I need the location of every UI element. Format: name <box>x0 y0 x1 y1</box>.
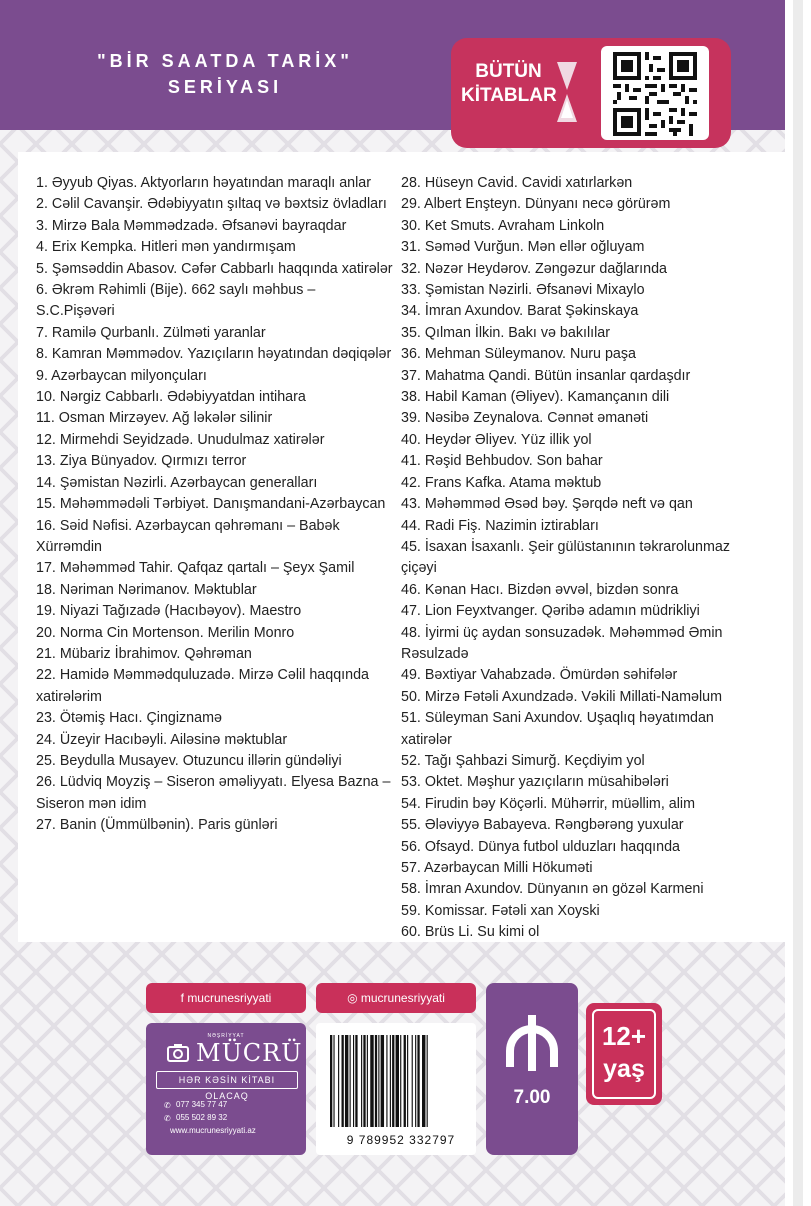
barcode-bar <box>370 1035 373 1127</box>
back-cover-footer <box>130 975 700 1175</box>
book-list-item: 55. Ələviyyə Babayeva. Rəngbərəng yuxular <box>401 817 684 834</box>
book-list-item: 28. Hüseyn Cavid. Cavidi xatırlarkən <box>401 175 633 191</box>
publisher-name: MÜCRÜ <box>196 1039 303 1067</box>
book-list-item: 25. Beydulla Musayev. Otuzuncu illərin gündəliyi <box>36 752 342 769</box>
book-list-item: 40. Heydər Əliyev. Yüz illik yol <box>401 431 592 448</box>
barcode-bar <box>367 1035 368 1127</box>
barcode-bar <box>396 1035 399 1127</box>
book-list-item: 7. Ramilə Qurbanlı. Zülməti yaranlar <box>36 324 266 341</box>
book-list-item: 60. Brüs Li. Su kimi ol <box>401 924 540 941</box>
publisher-website-text: www.mucrunesriyyati.az <box>170 1126 256 1135</box>
age-rating-value: 12+ <box>601 1021 647 1051</box>
all-books-label-line1: BÜTÜN <box>475 61 542 82</box>
book-list-item: 37. Mahatma Qandi. Bütün insanlar qardaşdır <box>401 367 691 384</box>
barcode-bar <box>404 1035 406 1127</box>
publisher-small-label: NƏŞRİYYAT <box>207 1033 245 1039</box>
book-list-item: 44. Radi Fiş. Nazimin iztirabları <box>401 517 599 534</box>
book-list-item: 56. Ofsayd. Dünya futbol ulduzları haqqında <box>401 838 680 855</box>
barcode-bar <box>400 1035 401 1127</box>
spine-strip <box>785 0 811 1206</box>
book-list-item: 53. Oktet. Məşhur yazıçıların müsahibələri <box>401 774 669 791</box>
barcode-bar <box>345 1035 348 1127</box>
book-list-item: 57. Azərbaycan Milli Hökuməti <box>401 860 593 876</box>
book-list-item: 38. Habil Kaman (Əliyev). Kamançanın dili <box>401 389 670 406</box>
series-title-line1: "BİR SAATDA TARİX" <box>97 51 353 71</box>
qr-code-icon <box>613 52 697 136</box>
book-list-item: 31. Səməd Vurğun. Mən ellər oğluyam <box>401 239 645 256</box>
instagram-icon: ◎ <box>347 991 361 1005</box>
publisher-phone-2-text: 055 502 89 32 <box>176 1113 228 1122</box>
price-card <box>486 983 578 1155</box>
manat-icon <box>504 1011 560 1075</box>
barcode-bar <box>361 1035 362 1127</box>
book-list-item: 26. Lüdviq Moyziş – Siseron əməliyyatı. Elyesa Bazna – Siseron mən idim <box>36 774 391 812</box>
book-list-item: 3. Mirzə Bala Məmmədzadə. Əfsanəvi bayraqdar <box>36 217 347 234</box>
publisher-phone-2 <box>164 1112 228 1123</box>
barcode-bar <box>333 1035 334 1127</box>
book-list-item: 36. Mehman Süleymanov. Nuru paşa <box>401 346 636 363</box>
book-list-left <box>36 173 396 837</box>
book-list-item: 18. Nəriman Nərimanov. Məktublar <box>36 581 257 598</box>
barcode-bar <box>412 1035 413 1127</box>
hourglass-icon <box>555 60 579 124</box>
book-list-item: 10. Nərgiz Cabbarlı. Ədəbiyyatdan intihara <box>36 389 306 406</box>
age-rating-badge <box>586 1003 662 1105</box>
book-list-item: 33. Şəmistan Nəzirli. Əfsanəvi Mixaylo <box>401 282 645 299</box>
barcode-bar <box>422 1035 425 1127</box>
book-list-item: 1. Əyyub Qiyas. Aktyorların həyatından maraqlı anlar <box>36 175 371 191</box>
barcode-bar <box>386 1035 387 1127</box>
series-title <box>60 48 390 100</box>
book-list-item: 13. Ziya Bünyadov. Qırmızı terror <box>36 453 247 470</box>
book-list-item: 52. Tağı Şahbazi Simurğ. Keçdiyim yol <box>401 752 645 769</box>
barcode-bar <box>375 1035 377 1127</box>
book-list-item: 59. Komissar. Fətəli xan Xoyski <box>401 902 600 919</box>
instagram-link[interactable] <box>316 983 476 1013</box>
barcode-bar <box>407 1035 408 1127</box>
book-list-item: 5. Şəmsəddin Abasov. Cəfər Cabbarlı haqqında xatirələr <box>36 260 393 277</box>
barcode-bar <box>350 1035 351 1127</box>
barcode-bar <box>363 1035 365 1127</box>
publisher-website[interactable] <box>170 1125 256 1136</box>
price-value: 7.00 <box>513 1087 551 1108</box>
barcode-bar <box>355 1035 357 1127</box>
book-list-item: 14. Şəmistan Nəzirli. Azərbaycan generalları <box>36 474 318 491</box>
book-list-item: 46. Kənan Hacı. Bizdən əvvəl, bizdən sonra <box>401 581 679 598</box>
book-list-item: 16. Səid Nəfisi. Azərbaycan qəhrəmanı – Babək Xürrəmdin <box>36 517 340 555</box>
barcode-bar <box>415 1035 416 1127</box>
barcode-bar <box>417 1035 419 1127</box>
barcode-bar <box>353 1035 354 1127</box>
book-list-item: 20. Norma Cin Mortenson. Merilin Monro <box>36 624 295 641</box>
book-list-item: 45. İsaxan İsaxanlı. Şeir gülüstanının təkrarolunmaz çiçəyi <box>401 538 731 577</box>
book-list-item: 50. Mirzə Fətəli Axundzadə. Vəkili Millati-Naməlum <box>401 688 723 705</box>
barcode-bar <box>378 1035 379 1127</box>
book-list-item: 42. Frans Kafka. Atama məktub <box>401 474 602 491</box>
publisher-phone-1-text: 077 345 77 47 <box>176 1100 228 1109</box>
book-list-item: 6. Əkrəm Rəhimli (Bije). 662 saylı məhbus – S.C.Pişəvəri <box>36 282 316 320</box>
barcode-bar <box>392 1035 394 1127</box>
book-list-item: 39. Nəsibə Zeynalova. Cənnət əmanəti <box>401 410 649 427</box>
series-title-line2: SERİYASI <box>167 77 283 97</box>
book-list-item: 51. Süleyman Sani Axundov. Uşaqlıq həyatımdan xatirələr <box>401 710 714 748</box>
book-list-item: 22. Hamidə Məmmədquluzadə. Mirzə Cəlil haqqında xatirələrim <box>36 667 369 705</box>
book-list-item: 23. Ötəmiş Hacı. Çingiznamə <box>36 710 222 727</box>
book-list-item: 47. Lion Feyxtvanger. Qəribə adamın müdrikliyi <box>401 603 700 620</box>
book-list-item: 30. Ket Smuts. Avraham Linkoln <box>401 217 605 234</box>
book-list-item: 43. Məhəmməd Əsəd bəy. Şərqdə neft və qan <box>401 496 693 513</box>
book-list-item: 48. İyirmi üç aydan sonsuzadək. Məhəmməd Əmin Rəsulzadə <box>401 624 723 662</box>
book-list-panel <box>18 152 786 942</box>
facebook-handle: mucrunesriyyati <box>187 991 272 1005</box>
barcode-card <box>316 1023 476 1155</box>
book-list-item: 27. Banin (Ümmülbənin). Paris günləri <box>36 817 278 834</box>
phone-icon: ✆ <box>164 1114 171 1123</box>
facebook-link[interactable] <box>146 983 306 1013</box>
book-list-item: 29. Albert Enşteyn. Dünyanı necə görürəm <box>401 196 671 213</box>
book-list-item: 49. Bəxtiyar Vahabzadə. Ömürdən səhifələr <box>401 667 678 684</box>
book-list-item: 2. Cəlil Cavanşir. Ədəbiyyatın şıltaq və bəxtsiz övladları <box>36 196 387 213</box>
publisher-logo-icon <box>166 1041 190 1065</box>
book-list-item: 4. Erix Kempka. Hitleri mən yandırmışam <box>36 239 296 256</box>
barcode-bar <box>381 1035 384 1127</box>
publisher-phone-1 <box>164 1099 228 1110</box>
book-list-item: 12. Mirmehdi Seyidzadə. Unudulmaz xatirələr <box>36 431 325 448</box>
book-list-item: 19. Niyazi Tağızadə (Hacıbəyov). Maestro <box>36 603 302 620</box>
publisher-slogan: HƏR KƏSİN KİTABI OLACAQ <box>156 1071 298 1089</box>
book-list-item: 35. Qılman İlkin. Bakı və bakılılar <box>401 324 610 341</box>
all-books-label-line2: KİTABLAR <box>461 85 557 106</box>
facebook-icon: f <box>180 991 188 1005</box>
book-list-item: 24. Üzeyir Hacıbəyli. Ailəsinə məktublar <box>36 731 288 748</box>
book-list-item: 8. Kamran Məmmədov. Yazıçıların həyatından dəqiqələr <box>36 346 392 363</box>
publisher-card <box>146 1023 306 1155</box>
barcode-number: 9 789952 332797 <box>346 1133 456 1147</box>
book-list-item: 32. Nəzər Heydərov. Zəngəzur dağlarında <box>401 260 667 277</box>
barcode-bar <box>390 1035 391 1127</box>
instagram-handle: mucrunesriyyati <box>360 991 445 1005</box>
book-list-item: 58. İmran Axundov. Dünyanın ən gözəl Karmeni <box>401 881 704 898</box>
barcode-bar <box>338 1035 339 1127</box>
book-list-right <box>401 173 761 944</box>
barcode-bar <box>427 1035 428 1127</box>
book-list-item: 11. Osman Mirzəyev. Ağ ləkələr silinir <box>36 410 273 427</box>
age-rating-word: yaş <box>603 1055 645 1083</box>
book-list-item: 15. Məhəmmədəli Tərbiyət. Danışmandani-Azərbaycan <box>36 496 386 513</box>
all-books-label <box>461 60 556 108</box>
book-list-item: 54. Firudin bəy Köçərli. Mühərrir, müəllim, alim <box>401 795 695 812</box>
book-list-item: 34. İmran Axundov. Barat Şəkinskaya <box>401 303 639 320</box>
book-list-item: 21. Mübariz İbrahimov. Qəhrəman <box>36 645 252 662</box>
barcode-icon <box>316 1023 476 1131</box>
book-list-item: 17. Məhəmməd Tahir. Qafqaz qartalı – Şeyx Şamil <box>36 560 355 577</box>
barcode-bar <box>342 1035 344 1127</box>
book-list-item: 41. Rəşid Behbudov. Son bahar <box>401 453 603 470</box>
phone-icon: ✆ <box>164 1101 171 1110</box>
book-list-item: 9. Azərbaycan milyonçuları <box>36 367 207 384</box>
all-books-qr-card[interactable] <box>451 38 731 148</box>
qr-code[interactable] <box>601 46 709 140</box>
barcode-bar <box>330 1035 332 1127</box>
